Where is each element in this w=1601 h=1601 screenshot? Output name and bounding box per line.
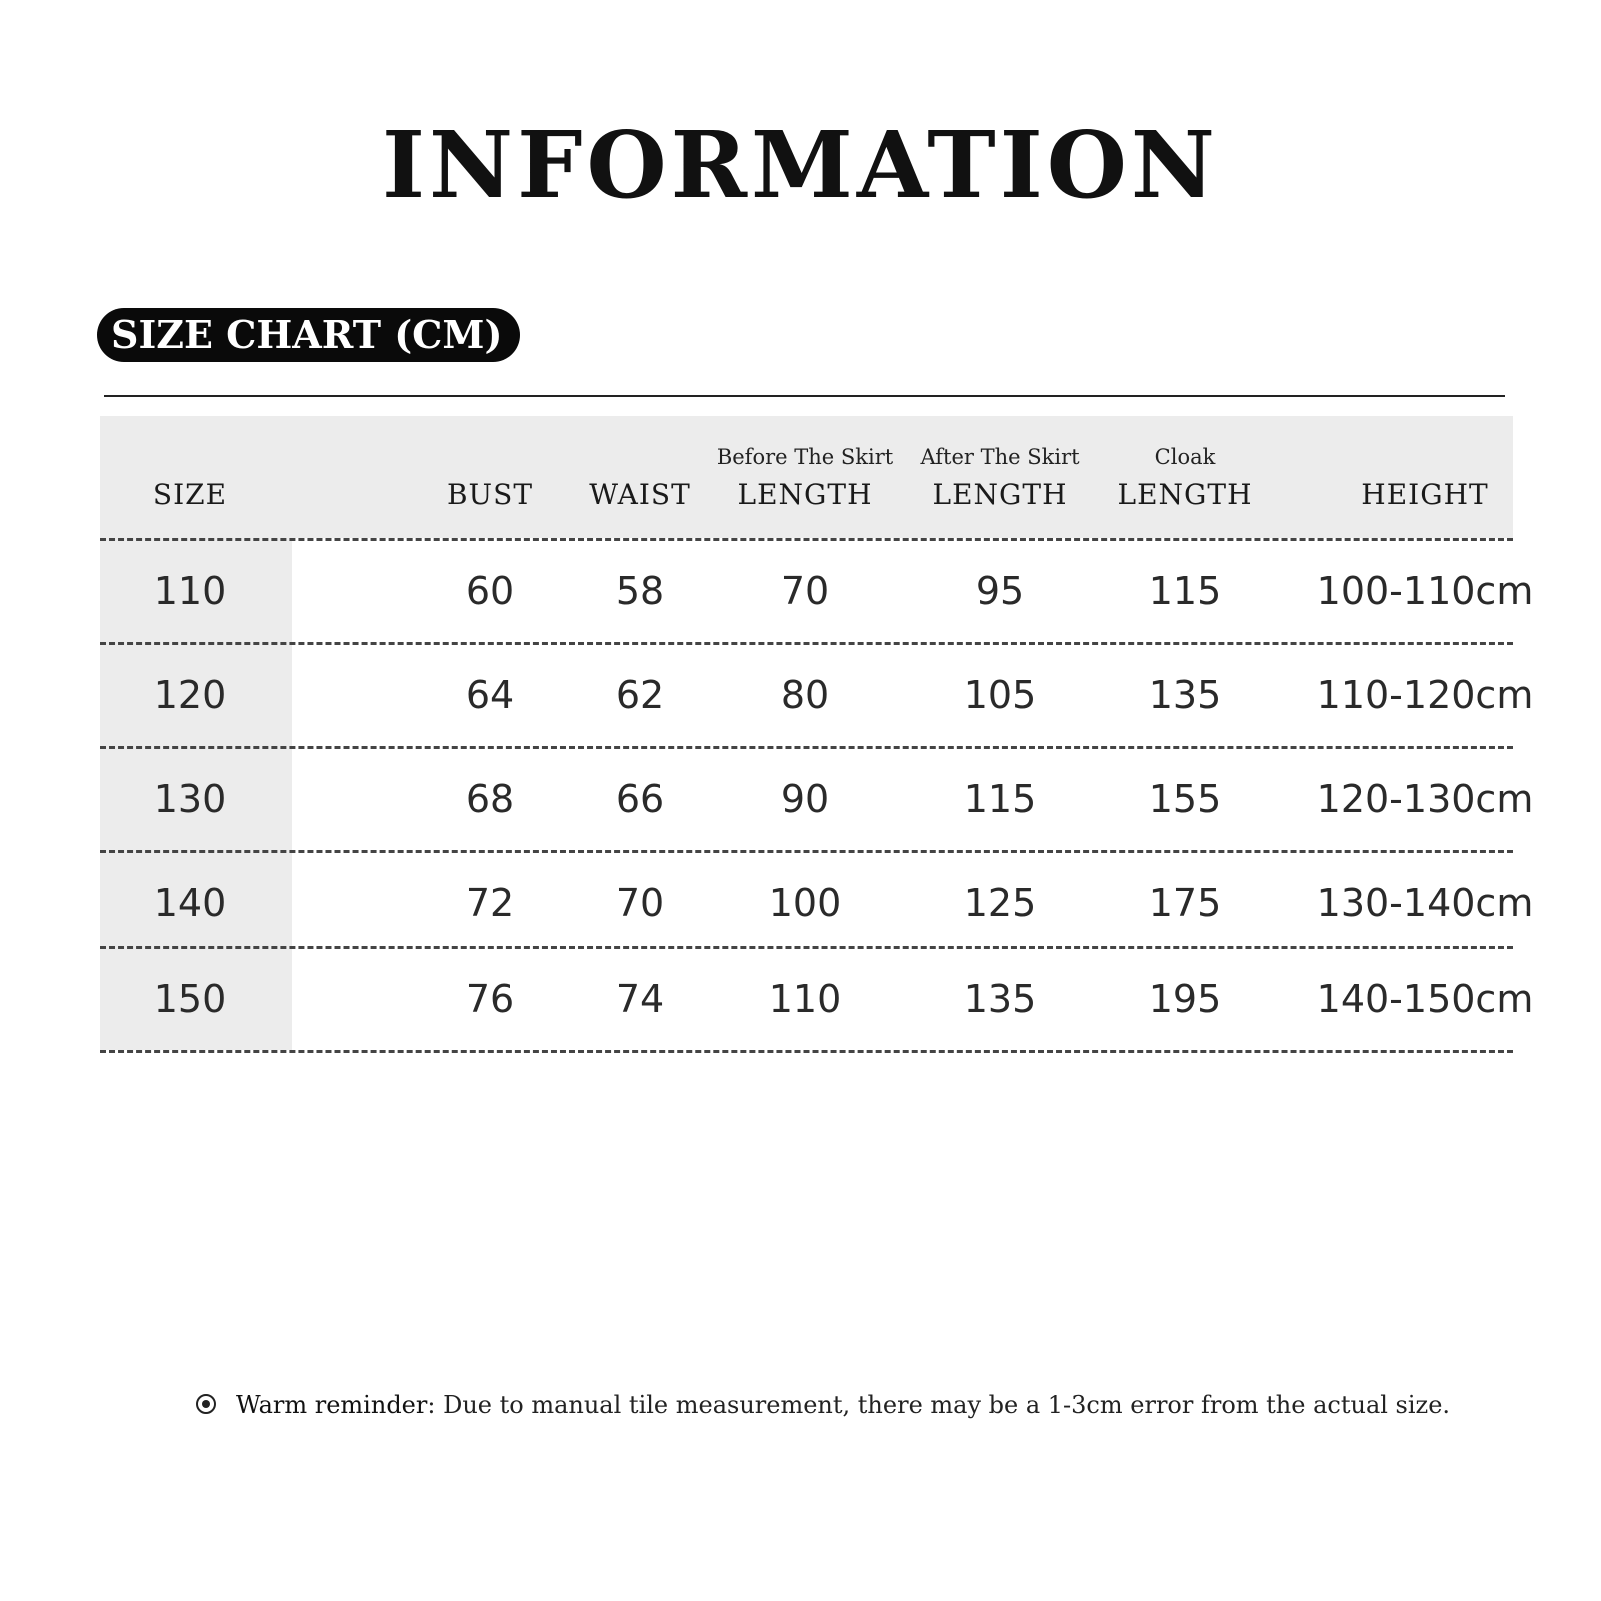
cell-cloak-length: 195 bbox=[1148, 977, 1222, 1021]
cell-height: 100-110cm bbox=[1316, 569, 1534, 613]
divider bbox=[104, 395, 1505, 397]
header-before-skirt-sub: Before The Skirt bbox=[716, 445, 894, 469]
header-before-skirt-length bbox=[705, 416, 905, 538]
table-row bbox=[100, 948, 1534, 1050]
cell-before-skirt-length: 70 bbox=[780, 569, 830, 613]
cell-bust: 68 bbox=[465, 777, 515, 821]
header-cloak-sub: Cloak bbox=[1154, 445, 1216, 469]
cell-after-skirt-length: 105 bbox=[963, 673, 1037, 717]
cell-height: 130-140cm bbox=[1316, 881, 1534, 925]
radio-bullet-icon bbox=[196, 1394, 216, 1414]
header-after-skirt-length bbox=[905, 416, 1095, 538]
header-waist bbox=[550, 416, 730, 538]
cell-waist: 66 bbox=[615, 777, 665, 821]
cell-before-skirt-length: 110 bbox=[768, 977, 842, 1021]
cell-waist: 70 bbox=[615, 881, 665, 925]
header-height bbox=[1275, 416, 1575, 538]
row-divider bbox=[100, 1050, 1513, 1053]
cell-bust: 72 bbox=[465, 881, 515, 925]
cell-after-skirt-length: 115 bbox=[963, 777, 1037, 821]
cell-before-skirt-length: 90 bbox=[780, 777, 830, 821]
cell-before-skirt-length: 100 bbox=[768, 881, 842, 925]
cell-size: 130 bbox=[153, 777, 227, 821]
cell-cloak-length: 135 bbox=[1148, 673, 1222, 717]
header-before-skirt-label: LENGTH bbox=[737, 478, 873, 511]
cell-bust: 60 bbox=[465, 569, 515, 613]
cell-size: 110 bbox=[153, 569, 227, 613]
cell-cloak-length: 155 bbox=[1148, 777, 1222, 821]
cell-after-skirt-length: 95 bbox=[975, 569, 1025, 613]
header-after-skirt-label: LENGTH bbox=[932, 478, 1068, 511]
cell-size: 140 bbox=[153, 881, 227, 925]
cell-waist: 62 bbox=[615, 673, 665, 717]
header-cloak-length bbox=[1095, 416, 1275, 538]
cell-size: 150 bbox=[153, 977, 227, 1021]
header-after-skirt-sub: After The Skirt bbox=[920, 445, 1080, 469]
cell-bust: 76 bbox=[465, 977, 515, 1021]
cell-after-skirt-length: 125 bbox=[963, 881, 1037, 925]
table-row bbox=[100, 644, 1534, 746]
header-size bbox=[100, 416, 280, 538]
header-height-label: HEIGHT bbox=[1361, 478, 1489, 511]
header-size-label: SIZE bbox=[152, 478, 228, 511]
cell-waist: 58 bbox=[615, 569, 665, 613]
cell-height: 120-130cm bbox=[1316, 777, 1534, 821]
cell-height: 140-150cm bbox=[1316, 977, 1534, 1021]
cell-cloak-length: 115 bbox=[1148, 569, 1222, 613]
table-row bbox=[100, 540, 1534, 642]
cell-before-skirt-length: 80 bbox=[780, 673, 830, 717]
cell-size: 120 bbox=[153, 673, 227, 717]
table-row bbox=[100, 748, 1534, 850]
table-row bbox=[100, 852, 1534, 954]
cell-waist: 74 bbox=[615, 977, 665, 1021]
header-bust-label: BUST bbox=[446, 478, 534, 511]
cell-bust: 64 bbox=[465, 673, 515, 717]
page-title: INFORMATION bbox=[382, 111, 1219, 219]
size-chart-label: SIZE CHART (CM) bbox=[97, 308, 520, 362]
reminder-text: : Due to manual tile measurement, there may be a 1-3cm error from the actual size. bbox=[427, 1391, 1451, 1419]
cell-cloak-length: 175 bbox=[1148, 881, 1222, 925]
warm-reminder-note bbox=[196, 1388, 1450, 1422]
reminder-lead: Warm reminder bbox=[236, 1391, 428, 1419]
cell-height: 110-120cm bbox=[1316, 673, 1534, 717]
table-header bbox=[100, 416, 1513, 538]
header-cloak-label: LENGTH bbox=[1117, 478, 1253, 511]
size-chart-table bbox=[100, 416, 1534, 1021]
header-waist-label: WAIST bbox=[589, 478, 691, 511]
cell-after-skirt-length: 135 bbox=[963, 977, 1037, 1021]
